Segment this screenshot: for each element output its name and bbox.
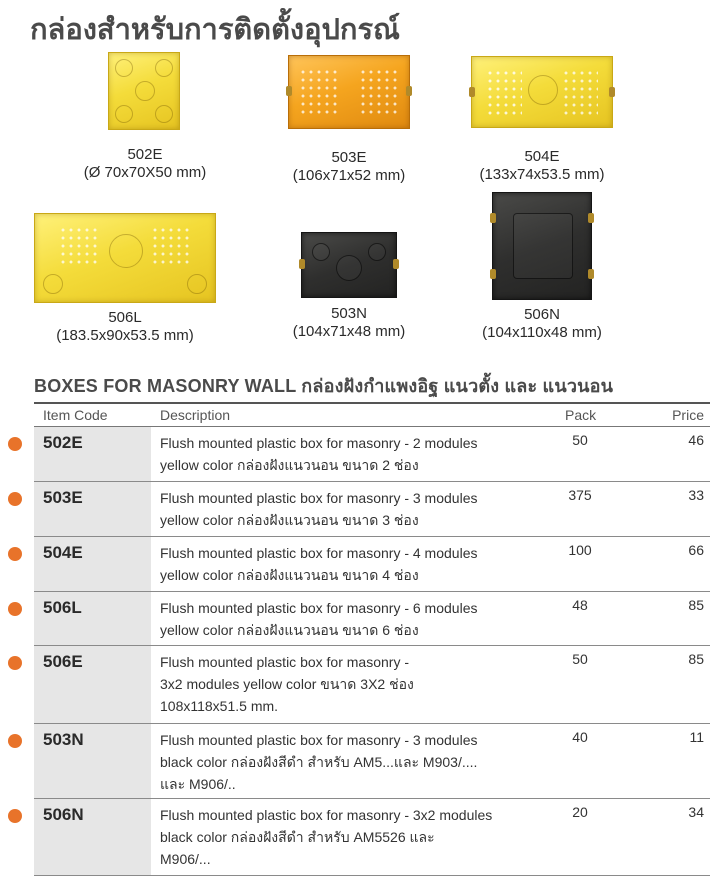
screw-icon: [393, 259, 399, 269]
desc-line: และ M906/..: [160, 776, 236, 792]
page-title: กล่องสำหรับการติดตั้งอุปกรณ์: [30, 12, 400, 46]
bullet-icon: [8, 547, 22, 561]
product-code: 502E: [127, 146, 163, 163]
product-dimensions: (106x71x52 mm): [292, 167, 406, 184]
row-code: 503N: [43, 730, 84, 749]
desc-line: yellow color กล่องฝังแนวนอน ขนาด 6 ช่อง: [160, 622, 419, 638]
product-code: 506N: [524, 306, 560, 323]
row-pack: 40: [572, 729, 588, 745]
row-price: 85: [688, 597, 704, 613]
header-description: Description: [160, 407, 231, 423]
row-pack: 100: [568, 542, 592, 558]
knockout-icon: [135, 81, 155, 101]
product-503n: [283, 232, 415, 341]
knockout-icon: [155, 105, 173, 123]
row-price: 11: [689, 729, 704, 745]
knockout-grid-icon: [486, 69, 522, 115]
desc-line: Flush mounted plastic box for masonry - 4 modules: [160, 545, 478, 561]
screw-icon: [490, 213, 496, 223]
header-item-code: Item Code: [43, 407, 108, 423]
row-price: 33: [688, 487, 704, 503]
row-description: [160, 729, 477, 795]
desc-line: Flush mounted plastic box for masonry - 3x2 modules: [160, 807, 493, 823]
row-price: 46: [688, 432, 704, 448]
knockout-grid-icon: [299, 68, 339, 116]
product-502e: [80, 52, 210, 182]
knockout-icon: [115, 59, 133, 77]
row-description: [160, 597, 477, 641]
product-dimensions: (104x71x48 mm): [292, 323, 406, 340]
row-description: [160, 804, 492, 870]
product-code: 503N: [331, 305, 367, 322]
knockout-icon: [155, 59, 173, 77]
desc-line: Flush mounted plastic box for masonry - 3 modules: [160, 490, 478, 506]
desc-line: 108x118x51.5 mm.: [160, 698, 279, 714]
row-description: [160, 651, 414, 717]
screw-icon: [406, 86, 412, 96]
table-row: [34, 646, 710, 724]
bullet-icon: [8, 734, 22, 748]
row-code: 506E: [43, 652, 83, 671]
table-row: [34, 592, 710, 646]
row-pack: 375: [568, 487, 592, 503]
row-code: 506N: [43, 805, 84, 824]
header-price: Price: [672, 407, 704, 423]
row-pack: 50: [572, 651, 588, 667]
knockout-grid-icon: [151, 226, 191, 266]
knockout-icon: [336, 255, 362, 281]
row-code: 503E: [43, 488, 83, 507]
row-price: 34: [688, 804, 704, 820]
knockout-grid-icon: [359, 68, 399, 116]
bullet-icon: [8, 809, 22, 823]
product-image-502e: [108, 52, 180, 130]
row-pack: 20: [572, 804, 588, 820]
desc-line: M906/...: [160, 851, 211, 867]
knockout-grid-icon: [562, 69, 598, 115]
table-row: [34, 427, 710, 482]
row-price: 85: [688, 651, 704, 667]
table-header: [34, 402, 710, 427]
product-506l: [30, 213, 220, 345]
screw-icon: [588, 269, 594, 279]
desc-line: black color กล่องฝังสีดำ สำหรับ AM5526 และ: [160, 829, 435, 845]
screw-icon: [588, 213, 594, 223]
product-image-506n: [492, 192, 592, 300]
product-image-506l: [34, 213, 216, 303]
bullet-icon: [8, 602, 22, 616]
knockout-icon: [528, 75, 558, 105]
screw-icon: [609, 87, 615, 97]
product-code: 504E: [524, 148, 560, 165]
desc-line: Flush mounted plastic box for masonry -: [160, 654, 409, 670]
product-code: 506L: [108, 309, 142, 326]
product-dimensions: (Ø 70x70X50 mm): [83, 164, 207, 181]
row-description: [160, 542, 477, 586]
row-description: [160, 487, 477, 531]
row-pack: 48: [572, 597, 588, 613]
product-dimensions: (133x74x53.5 mm): [479, 166, 605, 183]
bullet-icon: [8, 492, 22, 506]
section-title: BOXES FOR MASONRY WALL กล่องฝังกำแพงอิฐ แนวตั้ง และ แนวนอน: [34, 376, 614, 396]
bullet-icon: [8, 656, 22, 670]
desc-line: yellow color กล่องฝังแนวนอน ขนาด 4 ช่อง: [160, 567, 419, 583]
row-code: 506L: [43, 598, 82, 617]
product-504e: [470, 56, 614, 184]
desc-line: Flush mounted plastic box for masonry - 3 modules: [160, 732, 478, 748]
row-price: 66: [688, 542, 704, 558]
table-row: [34, 537, 710, 592]
header-pack: Pack: [565, 407, 597, 423]
screw-icon: [299, 259, 305, 269]
product-image-504e: [471, 56, 613, 128]
knockout-icon: [368, 243, 386, 261]
product-506n: [472, 192, 612, 342]
row-code: 502E: [43, 433, 83, 452]
table-row: [34, 724, 710, 799]
bullet-icon: [8, 437, 22, 451]
knockout-icon: [115, 105, 133, 123]
knockout-icon: [312, 243, 330, 261]
row-description: [160, 432, 477, 476]
screw-icon: [490, 269, 496, 279]
desc-line: black color กล่องฝังสีดำ สำหรับ AM5...และ M903/....: [160, 754, 478, 770]
table-row: [34, 482, 710, 537]
knockout-grid-icon: [59, 226, 99, 266]
knockout-icon: [513, 213, 573, 279]
table-row: [34, 799, 710, 876]
screw-icon: [286, 86, 292, 96]
product-image-503e: [288, 55, 410, 129]
knockout-icon: [187, 274, 207, 294]
desc-line: Flush mounted plastic box for masonry - 6 modules: [160, 600, 478, 616]
product-dimensions: (183.5x90x53.5 mm): [56, 327, 194, 344]
desc-line: yellow color กล่องฝังแนวนอน ขนาด 3 ช่อง: [160, 512, 419, 528]
product-dimensions: (104x110x48 mm): [482, 324, 602, 341]
row-code: 504E: [43, 543, 83, 562]
knockout-icon: [109, 234, 143, 268]
knockout-icon: [43, 274, 63, 294]
product-image-503n: [301, 232, 397, 298]
row-pack: 50: [572, 432, 588, 448]
product-table: [34, 402, 710, 876]
product-code: 503E: [331, 149, 367, 166]
desc-line: yellow color กล่องฝังแนวนอน ขนาด 2 ช่อง: [160, 457, 419, 473]
desc-line: Flush mounted plastic box for masonry - 2 modules: [160, 435, 478, 451]
desc-line: 3x2 modules yellow color ขนาด 3X2 ช่อง: [160, 676, 414, 692]
product-503e: [283, 55, 415, 185]
screw-icon: [469, 87, 475, 97]
